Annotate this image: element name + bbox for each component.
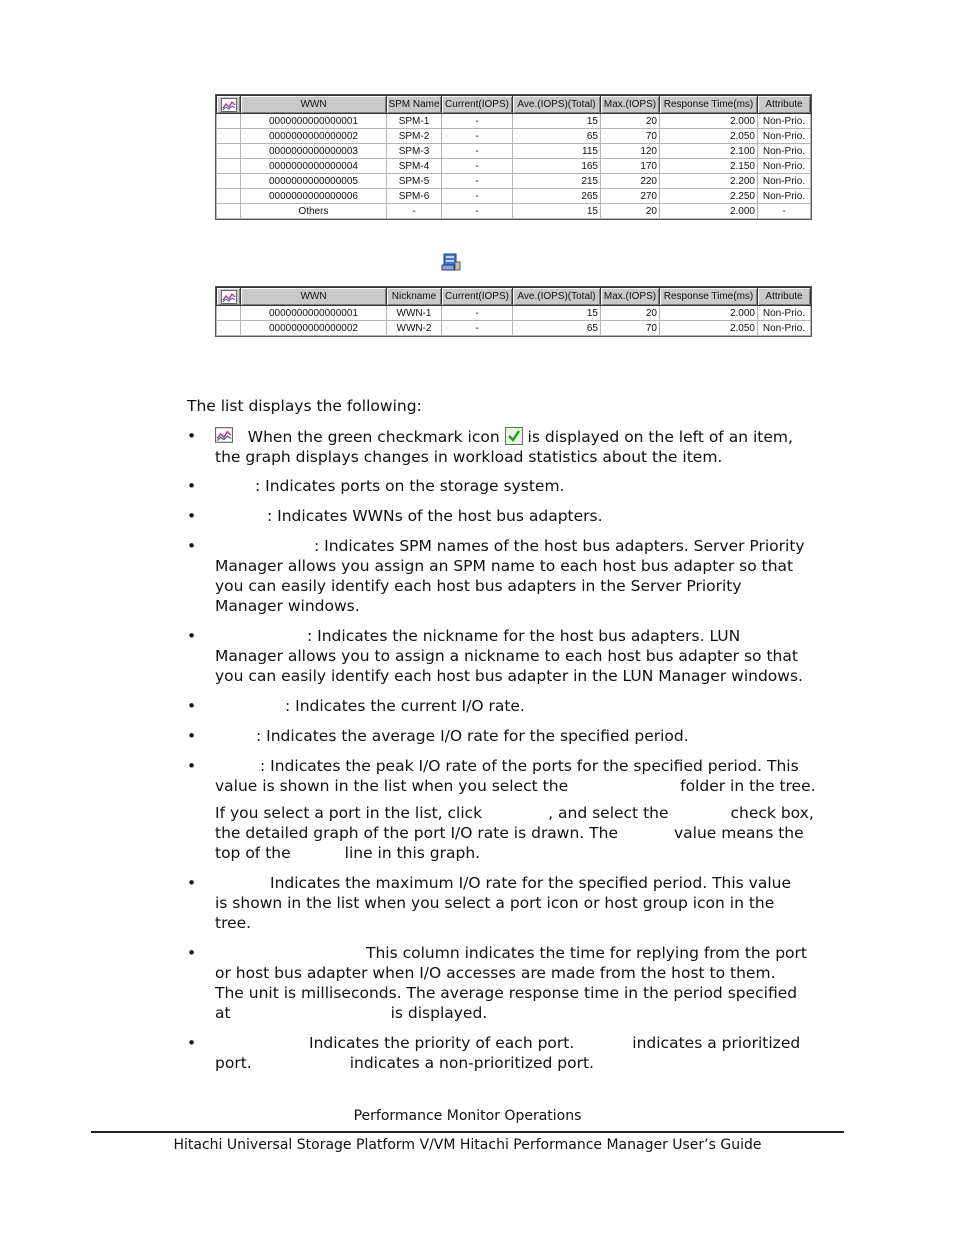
response-time-column-header[interactable]: Response Time(ms) (660, 288, 758, 306)
footer-book-title: Hitachi Universal Storage Platform V/VM Hitachi Performance Manager User’s Guide (173, 1137, 762, 1153)
table-cell: SPM-5 (387, 174, 442, 189)
table-cell: 0000000000000006 (241, 189, 387, 204)
table-cell: SPM-1 (387, 114, 442, 129)
table-cell: 0000000000000005 (241, 174, 387, 189)
table-cell: 15 (513, 306, 601, 321)
table-cell: 220 (601, 174, 660, 189)
table-cell: - (758, 204, 811, 219)
table-cell: - (442, 114, 513, 129)
ave-iops-total-column-header[interactable]: Ave.(IOPS)(Total) (513, 288, 601, 306)
wwn-column-header[interactable]: WWN (241, 96, 387, 114)
table-row[interactable] (217, 159, 811, 174)
table-cell: - (387, 204, 442, 219)
wwn-column-header[interactable]: WWN (241, 288, 387, 306)
table-cell: Non-Prio. (758, 189, 811, 204)
footer-section-title: Performance Monitor Operations (353, 1108, 582, 1124)
table-cell: 215 (513, 174, 601, 189)
table-cell: 20 (601, 114, 660, 129)
table-cell: 2.200 (660, 174, 758, 189)
table-cell: WWN-2 (387, 321, 442, 336)
table-cell: 2.000 (660, 204, 758, 219)
graph-checkbox-cell[interactable] (217, 204, 241, 219)
table-cell: SPM-4 (387, 159, 442, 174)
table-cell: 0000000000000002 (241, 321, 387, 336)
table-cell: - (442, 159, 513, 174)
table-cell: 0000000000000001 (241, 114, 387, 129)
table-row[interactable] (217, 204, 811, 219)
table-cell: 0000000000000003 (241, 144, 387, 159)
graph-checkbox-cell[interactable] (217, 189, 241, 204)
footer-divider (91, 1131, 844, 1133)
table-cell: Others (241, 204, 387, 219)
table-cell: 20 (601, 204, 660, 219)
table-cell: SPM-6 (387, 189, 442, 204)
table-cell: - (442, 306, 513, 321)
graph-column-icon (221, 98, 237, 112)
table-row[interactable] (217, 114, 811, 129)
table-cell: 115 (513, 144, 601, 159)
table-cell: - (442, 144, 513, 159)
table-row[interactable] (217, 144, 811, 159)
table-cell: 270 (601, 189, 660, 204)
table-row[interactable] (217, 129, 811, 144)
spm-name-column-header[interactable]: SPM Name (387, 96, 442, 114)
attribute-column-header[interactable]: Attribute (758, 288, 811, 306)
table-cell: Non-Prio. (758, 174, 811, 189)
table-cell: 0000000000000004 (241, 159, 387, 174)
table-cell: 2.050 (660, 129, 758, 144)
table-cell: - (442, 321, 513, 336)
list-intro: The list displays the following: (187, 397, 422, 415)
current-iops-column-header[interactable]: Current(IOPS) (442, 288, 513, 306)
nickname-table (216, 287, 811, 336)
table-cell: 0000000000000002 (241, 129, 387, 144)
table-cell: 70 (601, 129, 660, 144)
nickname-column-header[interactable]: Nickname (387, 288, 442, 306)
table-cell: - (442, 204, 513, 219)
spm-table (216, 95, 811, 219)
table-cell: SPM-2 (387, 129, 442, 144)
attribute-column-header[interactable]: Attribute (758, 96, 811, 114)
graph-column-icon (221, 290, 237, 304)
graph-column-header[interactable] (217, 96, 241, 114)
table-cell: - (442, 129, 513, 144)
table-cell: - (442, 189, 513, 204)
graph-checkbox-cell[interactable] (217, 174, 241, 189)
table-cell: 15 (513, 204, 601, 219)
table-cell: Non-Prio. (758, 159, 811, 174)
table-cell: 120 (601, 144, 660, 159)
table-cell: 2.150 (660, 159, 758, 174)
table-cell: Non-Prio. (758, 129, 811, 144)
response-time-column-header[interactable]: Response Time(ms) (660, 96, 758, 114)
table-cell: 20 (601, 306, 660, 321)
table-cell: 2.000 (660, 114, 758, 129)
table-cell: Non-Prio. (758, 144, 811, 159)
table-row[interactable] (217, 189, 811, 204)
graph-checkbox-cell[interactable] (217, 321, 241, 336)
graph-column-icon (215, 426, 233, 444)
max-iops-column-header[interactable]: Max.(IOPS) (601, 288, 660, 306)
graph-column-header[interactable] (217, 288, 241, 306)
table-cell: 265 (513, 189, 601, 204)
table-cell: WWN-1 (387, 306, 442, 321)
table-cell: 170 (601, 159, 660, 174)
table-cell: 165 (513, 159, 601, 174)
table-cell: 2.250 (660, 189, 758, 204)
table-cell: 70 (601, 321, 660, 336)
graph-checkbox-cell[interactable] (217, 159, 241, 174)
table-row[interactable] (217, 174, 811, 189)
table-cell: 2.050 (660, 321, 758, 336)
table-cell: 65 (513, 129, 601, 144)
table-cell: Non-Prio. (758, 321, 811, 336)
table-cell: SPM-3 (387, 144, 442, 159)
ave-iops-total-column-header[interactable]: Ave.(IOPS)(Total) (513, 96, 601, 114)
table-cell: 2.100 (660, 144, 758, 159)
table-cell: Non-Prio. (758, 114, 811, 129)
table-cell: 15 (513, 114, 601, 129)
graph-checkbox-cell[interactable] (217, 306, 241, 321)
peak-detail-paragraph: If you select a port in the list, click , and select the check box, the detailed graph of the port I/O rate is drawn. The value means the top of the line in this graph. (215, 804, 814, 862)
table-cell: 0000000000000001 (241, 306, 387, 321)
max-iops-column-header[interactable]: Max.(IOPS) (601, 96, 660, 114)
table-row[interactable] (217, 321, 811, 336)
table-cell: Non-Prio. (758, 306, 811, 321)
graph-checkbox-cell[interactable] (217, 129, 241, 144)
table-row[interactable] (217, 306, 811, 321)
table-cell: 2.000 (660, 306, 758, 321)
current-iops-column-header[interactable]: Current(IOPS) (442, 96, 513, 114)
table-cell: 65 (513, 321, 601, 336)
hba-adapter-icon (441, 252, 461, 272)
table-cell: - (442, 174, 513, 189)
graph-checkbox-cell[interactable] (217, 144, 241, 159)
graph-checkbox-cell[interactable] (217, 114, 241, 129)
green-checkmark-icon (505, 427, 523, 445)
